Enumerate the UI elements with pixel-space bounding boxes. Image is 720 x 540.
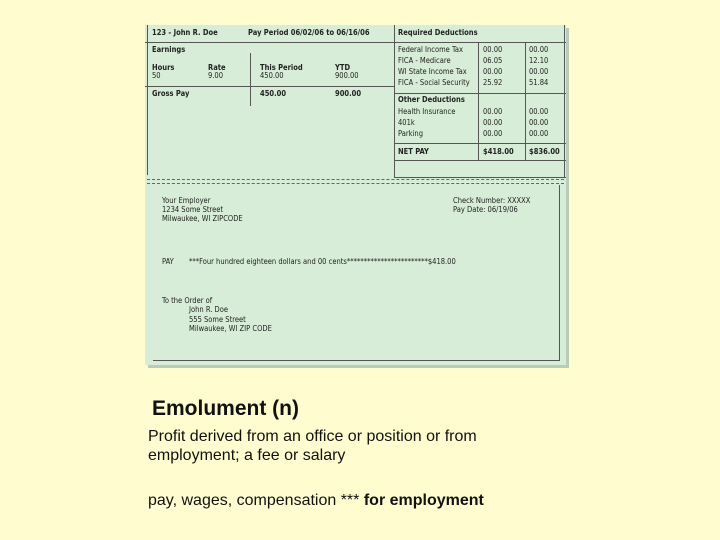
pay-period: Pay Period 06/02/06 to 06/16/06 [248,28,370,37]
divider [394,143,566,144]
col-ytd: YTD [335,63,351,72]
deduction-ytd: 12.10 [529,56,549,65]
deduction-current: 00.00 [483,45,503,54]
employee-header: 123 - John R. Doe [152,28,218,37]
deduction-name: Parking [398,129,423,138]
deduction-ytd: 00.00 [529,67,549,76]
deduction-name: FICA - Medicare [398,56,451,65]
term-heading: Emolument (n) [152,397,299,420]
employer-line: Milwaukee, WI ZIPCODE [162,214,243,223]
deduction-name: Health Insurance [398,107,456,116]
deduction-ytd: 00.00 [529,107,549,116]
gross-ytd: 900.00 [335,89,362,98]
required-deductions-label: Required Deductions [398,28,478,37]
divider [145,42,566,43]
pay-amount-line: ***Four hundred eighteen dollars and 00 cents************************$418.00 [189,257,456,266]
hours-value: 50 [152,71,161,80]
divider [394,160,566,161]
divider [394,25,395,177]
deduction-current: 00.00 [483,129,503,138]
net-pay-label: NET PAY [398,147,429,156]
deduction-current: 25.92 [483,78,503,87]
this-period-value: 450.00 [260,71,284,80]
gross-this-period: 450.00 [260,89,287,98]
deduction-name: 401k [398,118,415,127]
deduction-name: WI State Income Tax [398,67,467,76]
tear-line [147,179,564,180]
rate-value: 9.00 [208,71,224,80]
synonyms-line [148,492,484,510]
pay-label: PAY [162,257,174,266]
definition-text: Profit derived from an office or position or from employment; a fee or salary [148,428,477,464]
payee-line: Milwaukee, WI ZIP CODE [189,324,272,333]
deduction-current: 00.00 [483,107,503,116]
divider [394,93,566,94]
deduction-current: 00.00 [483,67,503,76]
payee-line: 555 Some Street [189,315,246,324]
paycheck-image [145,25,566,365]
col-this-period: This Period [260,63,303,72]
deduction-name: Federal Income Tax [398,45,463,54]
deduction-current: 00.00 [483,118,503,127]
synonyms-bold: for employment [363,492,484,509]
col-rate: Rate [208,63,226,72]
divider [147,25,148,175]
check-number: Check Number: XXXXX [453,196,531,205]
col-hours: Hours [152,63,175,72]
net-pay-ytd: $836.00 [529,147,560,156]
deduction-current: 06.05 [483,56,503,65]
order-label: To the Order of [162,296,213,305]
synonyms-text: pay, wages, compensation *** [148,492,360,509]
pay-date: Pay Date: 06/19/06 [453,205,518,214]
deduction-ytd: 00.00 [529,118,549,127]
other-deductions-label: Other Deductions [398,95,465,104]
deduction-name: FICA - Social Security [398,78,470,87]
deduction-ytd: 00.00 [529,129,549,138]
gross-pay-label: Gross Pay [152,89,190,98]
ytd-value: 900.00 [335,71,359,80]
divider [564,25,565,177]
employer-line: 1234 Some Street [162,205,224,214]
deduction-ytd: 00.00 [529,45,549,54]
earnings-label: Earnings [152,45,186,54]
payee-line: John R. Doe [189,305,228,314]
divider [394,177,566,178]
tear-line [147,183,564,184]
divider [145,86,394,87]
employer-line: Your Employer [162,196,211,205]
deduction-ytd: 51.84 [529,78,549,87]
divider [250,53,251,106]
net-pay-current: $418.00 [483,147,514,156]
